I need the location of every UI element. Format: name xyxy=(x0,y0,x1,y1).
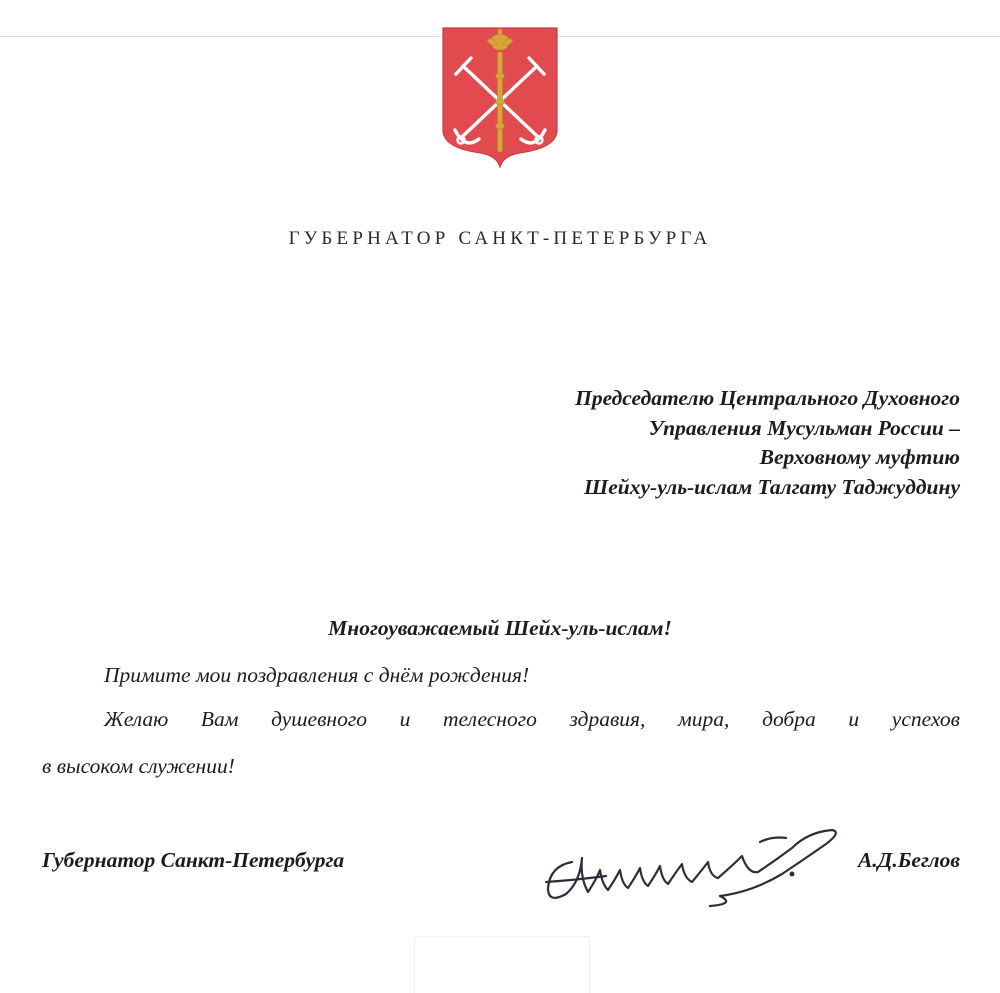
paragraph-wishes-line-2: в высоком служении! xyxy=(42,754,235,778)
signatory-name: А.Д.Беглов xyxy=(857,848,960,872)
paragraph-wishes-line-1: Желаю Вам душевного и телесного здравия, мира, добра и успехов xyxy=(104,707,960,731)
paragraph-wishes xyxy=(42,696,960,790)
addressee-line: Управления Мусульман России – xyxy=(648,415,960,440)
header-title: ГУБЕРНАТОР САНКТ-ПЕТЕРБУРГА xyxy=(288,228,712,249)
greeting: Многоуважаемый Шейх-уль-ислам! xyxy=(328,616,672,640)
paragraph-congratulations: Примите мои поздравления с днём рождения! xyxy=(104,663,530,687)
signatory-title: Губернатор Санкт-Петербурга xyxy=(42,848,345,872)
handwritten-signature-icon xyxy=(536,822,856,918)
faint-stamp-outline xyxy=(414,936,590,993)
addressee-line: Шейху-уль-ислам Талгату Таджуддину xyxy=(584,474,960,499)
addressee-block xyxy=(400,384,960,502)
addressee-line: Верховному муфтию xyxy=(759,445,960,469)
saint-petersburg-coat-of-arms-icon xyxy=(441,26,559,168)
addressee-line: Председателю Центрального Духовного xyxy=(575,386,960,410)
